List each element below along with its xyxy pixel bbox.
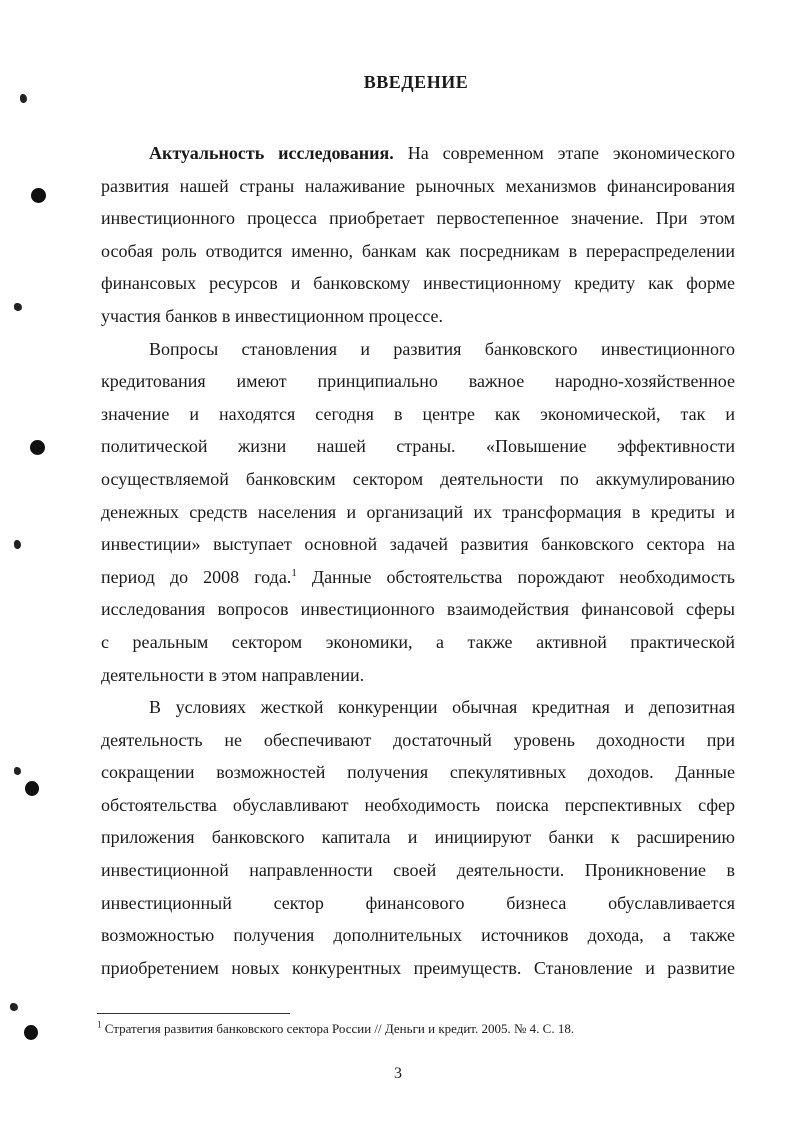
- punch-hole: [30, 440, 45, 455]
- text-line: В условиях жесткой конкуренции обычная кредитная и депозитная: [149, 697, 735, 718]
- scan-speck: [10, 1003, 18, 1011]
- punch-hole: [25, 781, 39, 796]
- text-line: исследования вопросов инвестиционного взаимодействия финансовой сферы: [101, 599, 735, 620]
- text-line: кредитования имеют принципиально важное народно-хозяйственное: [101, 371, 735, 392]
- footnote: [97, 1021, 574, 1037]
- footnote-mark: 1: [97, 1019, 102, 1030]
- text-line: приобретением новых конкурентных преимуществ. Становление и развитие: [101, 957, 735, 978]
- text-line: возможностью получения дополнительных источников дохода, а также: [101, 925, 735, 946]
- text-line: инвестиционной направленности своей деятельности. Проникновение в: [101, 860, 735, 881]
- scan-speck: [14, 303, 22, 311]
- punch-hole: [31, 188, 46, 203]
- text-line: [101, 137, 735, 170]
- line-text: Данные обстоятельства порождают необходимость: [296, 566, 735, 587]
- text-line: деятельности в этом направлении.: [101, 664, 365, 685]
- text-line: денежных средств населения и организаций их трансформация в кредиты и: [101, 501, 735, 522]
- text-line: инвестиции» выступает основной задачей развития банковского сектора на: [101, 534, 735, 555]
- text-line: приложения банковского капитала и инициируют банки к расширению: [101, 827, 735, 848]
- line-text: период до 2008 года.: [101, 566, 292, 587]
- text-line: осуществляемой банковским сектором деятельности по аккумулированию: [101, 468, 735, 489]
- text-line: участия банков в инвестиционном процессе.: [101, 305, 443, 326]
- text-line: Вопросы становления и развития банковского инвестиционного: [149, 338, 735, 359]
- paragraph-relevance: [101, 137, 735, 333]
- text-line: особая роль отводится именно, банкам как посредникам в перераспределении: [101, 240, 735, 261]
- page-number: 3: [394, 1065, 402, 1082]
- text-line: с реальным сектором экономики, а также активной практической: [101, 631, 735, 652]
- text-line: обстоятельства обуславливают необходимость поиска перспективных сфер: [101, 794, 735, 815]
- section-title: ВВЕДЕНИЕ: [363, 72, 469, 92]
- punch-hole: [24, 1025, 38, 1040]
- text-line: инвестиционного процесса приобретает первостепенное значение. При этом: [101, 208, 735, 229]
- scan-speck: [14, 767, 21, 775]
- body-text: [101, 137, 735, 984]
- relevance-heading: Актуальность исследования.: [149, 143, 394, 163]
- text-line: сокращении возможностей получения спекулятивных доходов. Данные: [101, 762, 735, 783]
- text-line: развития нашей страны налаживание рыночных механизмов финансирования: [101, 175, 735, 196]
- scan-speck: [20, 94, 27, 103]
- footnote-reference[interactable]: 1: [291, 566, 297, 579]
- text-line: финансовых ресурсов и банковскому инвестиционному кредиту как форме: [101, 273, 735, 294]
- text-line: инвестиционный сектор финансового бизнеса обуславливается: [101, 892, 735, 913]
- text-line: [101, 561, 735, 594]
- text-line: деятельность не обеспечивают достаточный уровень доходности при: [101, 729, 735, 750]
- scan-speck: [14, 540, 21, 549]
- footnote-divider: [97, 1013, 290, 1014]
- footnote-text: Стратегия развития банковского сектора России // Деньги и кредит. 2005. № 4. С. 18.: [101, 1021, 575, 1036]
- text-line: политической жизни нашей страны. «Повышение эффективности: [101, 436, 735, 457]
- paragraph-competition: [101, 691, 735, 984]
- paragraph-questions: [101, 333, 735, 692]
- line-text: На современном этапе экономического: [393, 143, 735, 163]
- text-line: значение и находятся сегодня в центре как экономической, так и: [101, 403, 735, 424]
